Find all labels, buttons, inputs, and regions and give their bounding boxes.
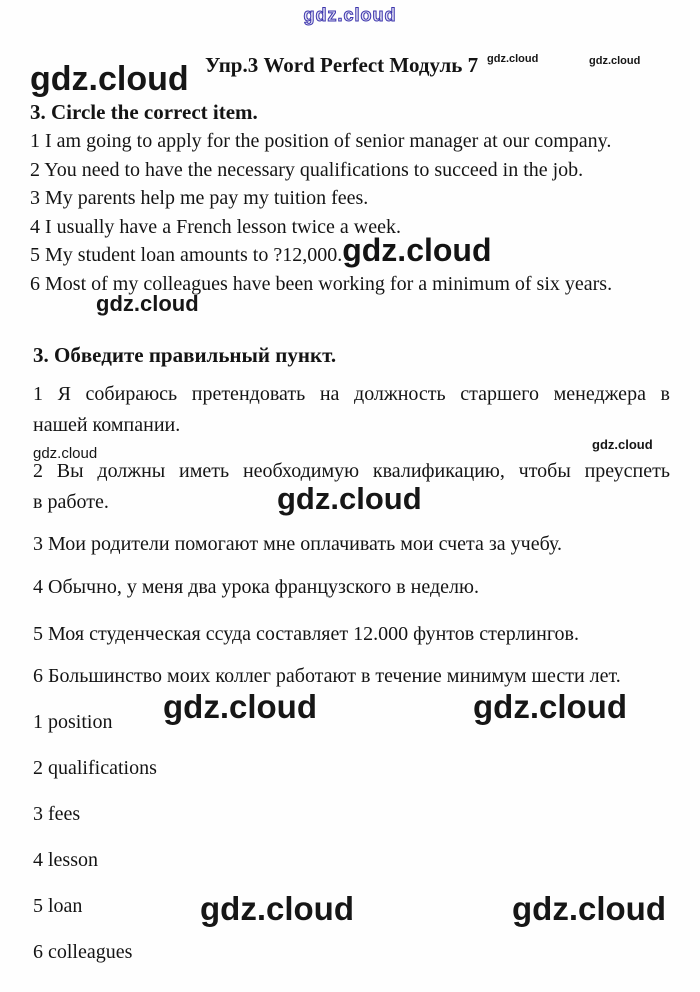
watermark-large-row2-right: gdz.cloud xyxy=(512,890,666,927)
english-item-5 xyxy=(30,232,612,268)
russian-heading: 3. Обведите правильный пункт. xyxy=(33,343,337,367)
english-item-4: 4 I usually have a French lesson twice a week. xyxy=(30,215,401,238)
page-title: Упр.3 Word Perfect Модуль 7 xyxy=(205,53,479,77)
watermark-title-2: gdz.cloud xyxy=(589,55,641,67)
russian-item-2-line-2: в работе. xyxy=(33,491,109,513)
watermark-large-row1-right: gdz.cloud xyxy=(473,688,627,725)
answer-item-4: 4 lesson xyxy=(33,849,98,871)
answer-item-3: 3 fees xyxy=(33,803,81,825)
watermark-outline-top: gdz.cloud xyxy=(303,5,397,25)
watermark-title-1: gdz.cloud xyxy=(487,53,539,65)
russian-item-1-line-1: 1 Я собираюсь претендовать на должность старшего менеджера в xyxy=(33,383,670,405)
english-item-6: 6 Most of my colleagues have been working for a minimum of six years. xyxy=(30,272,613,295)
russian-item-1-line-2: нашей компании. xyxy=(33,414,181,436)
russian-item-3: 3 Мои родители помогают мне оплачивать мои счета за учебу. xyxy=(33,533,562,555)
answer-item-1: 1 position xyxy=(33,711,113,733)
english-item-3: 3 My parents help me pay my tuition fees. xyxy=(30,187,369,209)
answer-item-2: 2 qualifications xyxy=(33,757,157,779)
russian-item-5: 5 Моя студенческая ссуда составляет 12.000 фунтов стерлингов. xyxy=(33,623,579,645)
watermark-big-center: gdz.cloud xyxy=(277,481,422,516)
english-item-5-text: 5 My student loan amounts to ?12,000. xyxy=(30,244,343,266)
watermark-large-row1-left: gdz.cloud xyxy=(163,688,317,725)
english-item-2: 2 You need to have the necessary qualifications to succeed in the job. xyxy=(30,158,584,181)
watermark-inline-item5: gdz.cloud xyxy=(342,232,492,268)
watermark-medium: gdz.cloud xyxy=(96,291,199,316)
english-list xyxy=(30,129,612,300)
russian-item-2-line-1: 2 Вы должны иметь необходимую квалификацию, чтобы преуспеть xyxy=(33,460,670,482)
russian-item-4: 4 Обычно, у меня два урока французского в неделю. xyxy=(33,576,479,598)
answer-item-5: 5 loan xyxy=(33,895,83,917)
english-item-1: 1 I am going to apply for the position of senior manager at our company. xyxy=(30,130,612,152)
english-heading: 3. Circle the correct item. xyxy=(30,100,258,124)
watermark-small-left: gdz.cloud xyxy=(33,445,98,462)
watermark-large-row2-left: gdz.cloud xyxy=(200,890,354,927)
watermark-small-right: gdz.cloud xyxy=(592,437,653,452)
russian-item-6: 6 Большинство моих коллег работают в течение минимум шести лет. xyxy=(33,665,621,687)
answer-item-6: 6 colleagues xyxy=(33,941,133,963)
watermark-big-left: gdz.cloud xyxy=(30,60,189,98)
